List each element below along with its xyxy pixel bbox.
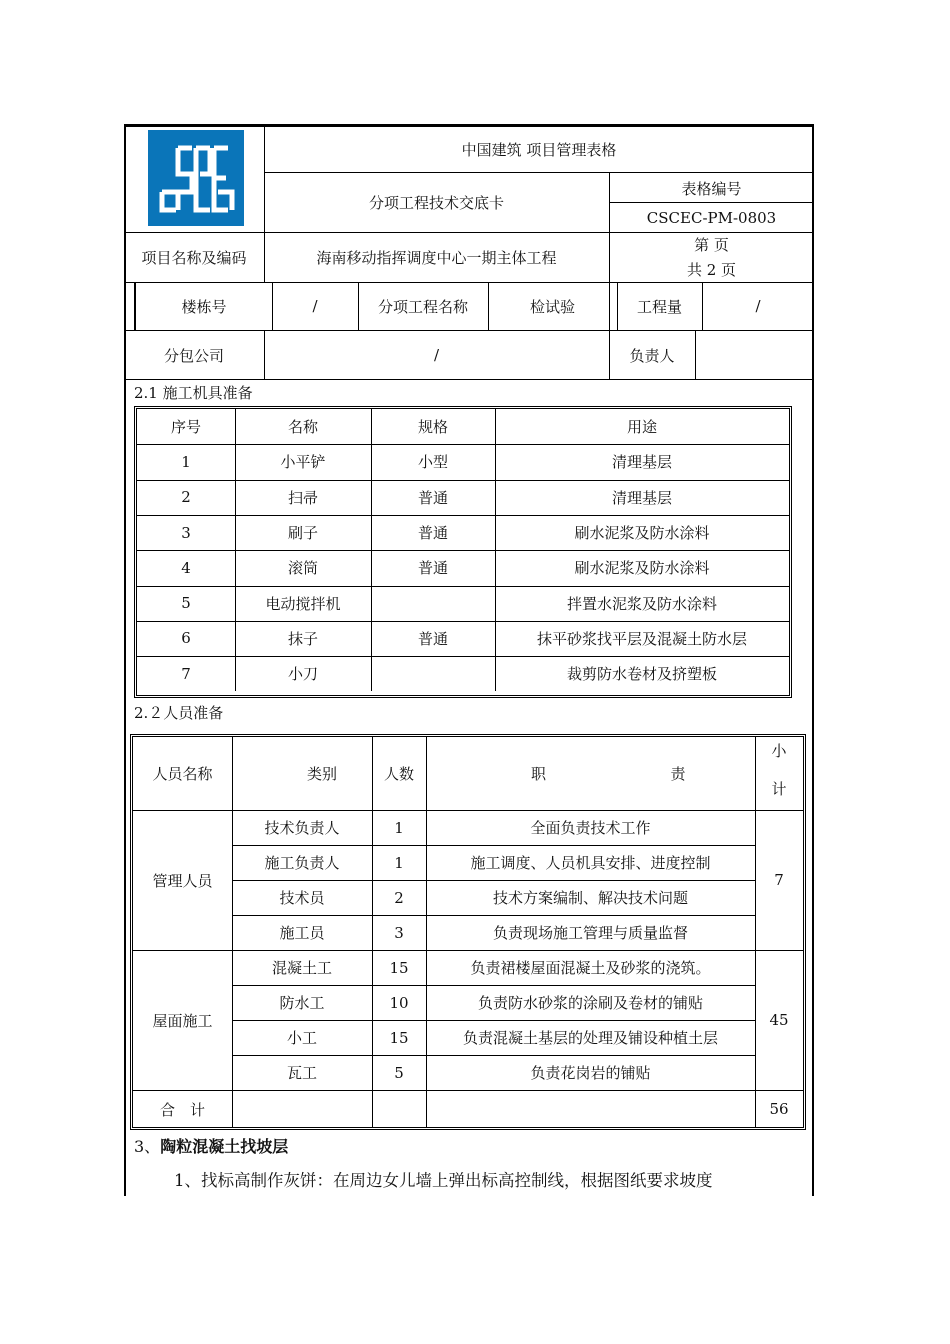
subcontractor-label: 分包公司	[163, 346, 224, 365]
form-no-label: 表格编号	[681, 179, 742, 198]
subtotal-roofing: 45	[769, 1011, 789, 1029]
group-management: 管理人员	[152, 871, 213, 890]
quantity-value: /	[755, 297, 761, 315]
building-value: /	[312, 297, 318, 315]
tools-cell: 拌置水泥浆及防水涂料	[566, 594, 717, 613]
responsible-value	[695, 330, 814, 380]
staff-duty: 全面负责技术工作	[530, 819, 651, 837]
staff-col-duty-2: 责	[670, 764, 686, 783]
tools-cell: 普通	[417, 524, 448, 543]
staff-count: 1	[394, 818, 404, 837]
tools-cell: 电动搅拌机	[265, 594, 341, 613]
tools-col-header: 名称	[287, 418, 318, 437]
staff-role: 技术负责人	[264, 819, 340, 837]
staff-count: 2	[394, 888, 404, 907]
tools-section-title: 2.1 施工机具准备	[134, 383, 253, 402]
section3-title: 陶粒混凝土找坡层	[160, 1136, 289, 1156]
responsible-label: 负责人	[629, 346, 675, 365]
staff-role: 技术员	[279, 889, 325, 907]
tools-cell: 6	[181, 629, 191, 648]
tools-cell	[371, 656, 495, 691]
staff-role: 瓦工	[286, 1064, 317, 1082]
tools-cell: 2	[181, 488, 191, 507]
rule	[133, 1090, 803, 1091]
tools-cell: 刷水泥浆及防水涂料	[574, 559, 710, 578]
tools-col-header: 用途	[626, 418, 657, 437]
staff-role: 施工员	[279, 924, 325, 942]
tools-col-header: 规格	[417, 418, 448, 437]
tools-cell: 4	[181, 558, 191, 577]
section3-number: 3、	[134, 1136, 161, 1156]
tools-cell: 1	[181, 452, 191, 471]
staff-duty: 负责现场施工管理与质量监督	[492, 924, 688, 942]
group-roofing: 屋面施工	[152, 1011, 213, 1030]
staff-col-subtotal-2: 计	[771, 779, 787, 798]
tools-cell: 滚筒	[287, 559, 318, 578]
tools-col-header: 序号	[170, 418, 201, 437]
tools-cell: 普通	[417, 629, 448, 648]
staff-count: 1	[394, 853, 404, 872]
tools-cell: 7	[181, 664, 191, 683]
total-value: 56	[769, 1100, 789, 1118]
section3-heading	[134, 1132, 288, 1158]
tools-cell: 刷子	[287, 524, 318, 543]
tools-cell: 抹平砂浆找平层及混凝土防水层	[536, 629, 747, 648]
subitem-value: 检试验	[529, 297, 575, 316]
project-label: 项目名称及编码	[141, 248, 247, 267]
staff-section-title: 2.２人员准备	[134, 703, 224, 722]
company-form-title: 中国建筑 项目管理表格	[461, 140, 617, 159]
subcontractor-value: /	[433, 346, 440, 364]
form-no: CSCEC-PM-0803	[646, 208, 777, 227]
subitem-label: 分项工程名称	[377, 297, 468, 316]
staff-role: 防水工	[279, 994, 325, 1012]
staff-role: 小工	[286, 1029, 317, 1047]
tools-cell: 裁剪防水卷材及挤塑板	[566, 665, 717, 684]
staff-col-count: 人数	[383, 764, 414, 783]
staff-role: 混凝土工	[271, 959, 332, 977]
tools-cell: 小平铲	[280, 453, 326, 472]
tools-cell: 普通	[417, 559, 448, 578]
staff-count: 10	[389, 993, 409, 1012]
card-title: 分项工程技术交底卡	[368, 193, 504, 212]
tools-cell: 抹子	[287, 629, 318, 648]
staff-duty: 负责花岗岩的铺贴	[530, 1064, 651, 1082]
tools-cell: 小型	[417, 453, 448, 472]
tools-cell: 3	[181, 523, 191, 542]
cscec-logo-icon	[148, 130, 244, 226]
quantity-label: 工程量	[636, 297, 682, 316]
staff-col-subtotal-1: 小	[771, 741, 787, 760]
staff-duty: 负责混凝土基层的处理及铺设种植土层	[462, 1029, 718, 1047]
staff-count: 15	[389, 1028, 409, 1047]
building-label: 楼栋号	[181, 297, 227, 316]
staff-col-category: 类别	[306, 764, 337, 783]
tools-cell: 清理基层	[611, 453, 672, 472]
tools-cell: 5	[181, 594, 191, 613]
staff-role: 施工负责人	[264, 854, 340, 872]
staff-duty: 施工调度、人员机具安排、进度控制	[470, 854, 711, 872]
tools-cell: 清理基层	[611, 488, 672, 507]
tools-cell: 小刀	[287, 665, 318, 684]
staff-duty: 负责防水砂浆的涂刷及卷材的铺贴	[477, 994, 703, 1012]
staff-count: 15	[389, 958, 409, 977]
total-label: 合 计	[159, 1100, 205, 1119]
staff-duty: 技术方案编制、解决技术问题	[492, 889, 688, 907]
page-total: 共 2 页	[686, 261, 737, 279]
tools-cell: 扫帚	[287, 488, 318, 507]
page-label: 第 页	[694, 236, 729, 254]
tools-cell: 普通	[417, 488, 448, 507]
staff-col-name: 人员名称	[152, 764, 213, 783]
tools-cell: 刷水泥浆及防水涂料	[574, 524, 710, 543]
project-name: 海南移动指挥调度中心一期主体工程	[316, 248, 557, 267]
staff-count: 3	[394, 923, 404, 942]
section3-paragraph: 1、找标高制作灰饼：在周边女儿墙上弹出标高控制线，根据图纸要求坡度	[174, 1171, 713, 1190]
staff-count: 5	[394, 1063, 404, 1082]
staff-col-duty-1: 职	[530, 764, 546, 783]
tools-cell	[371, 586, 495, 621]
subtotal-management: 7	[774, 871, 784, 889]
staff-duty: 负责裙楼屋面混凝土及砂浆的浇筑。	[470, 959, 711, 977]
